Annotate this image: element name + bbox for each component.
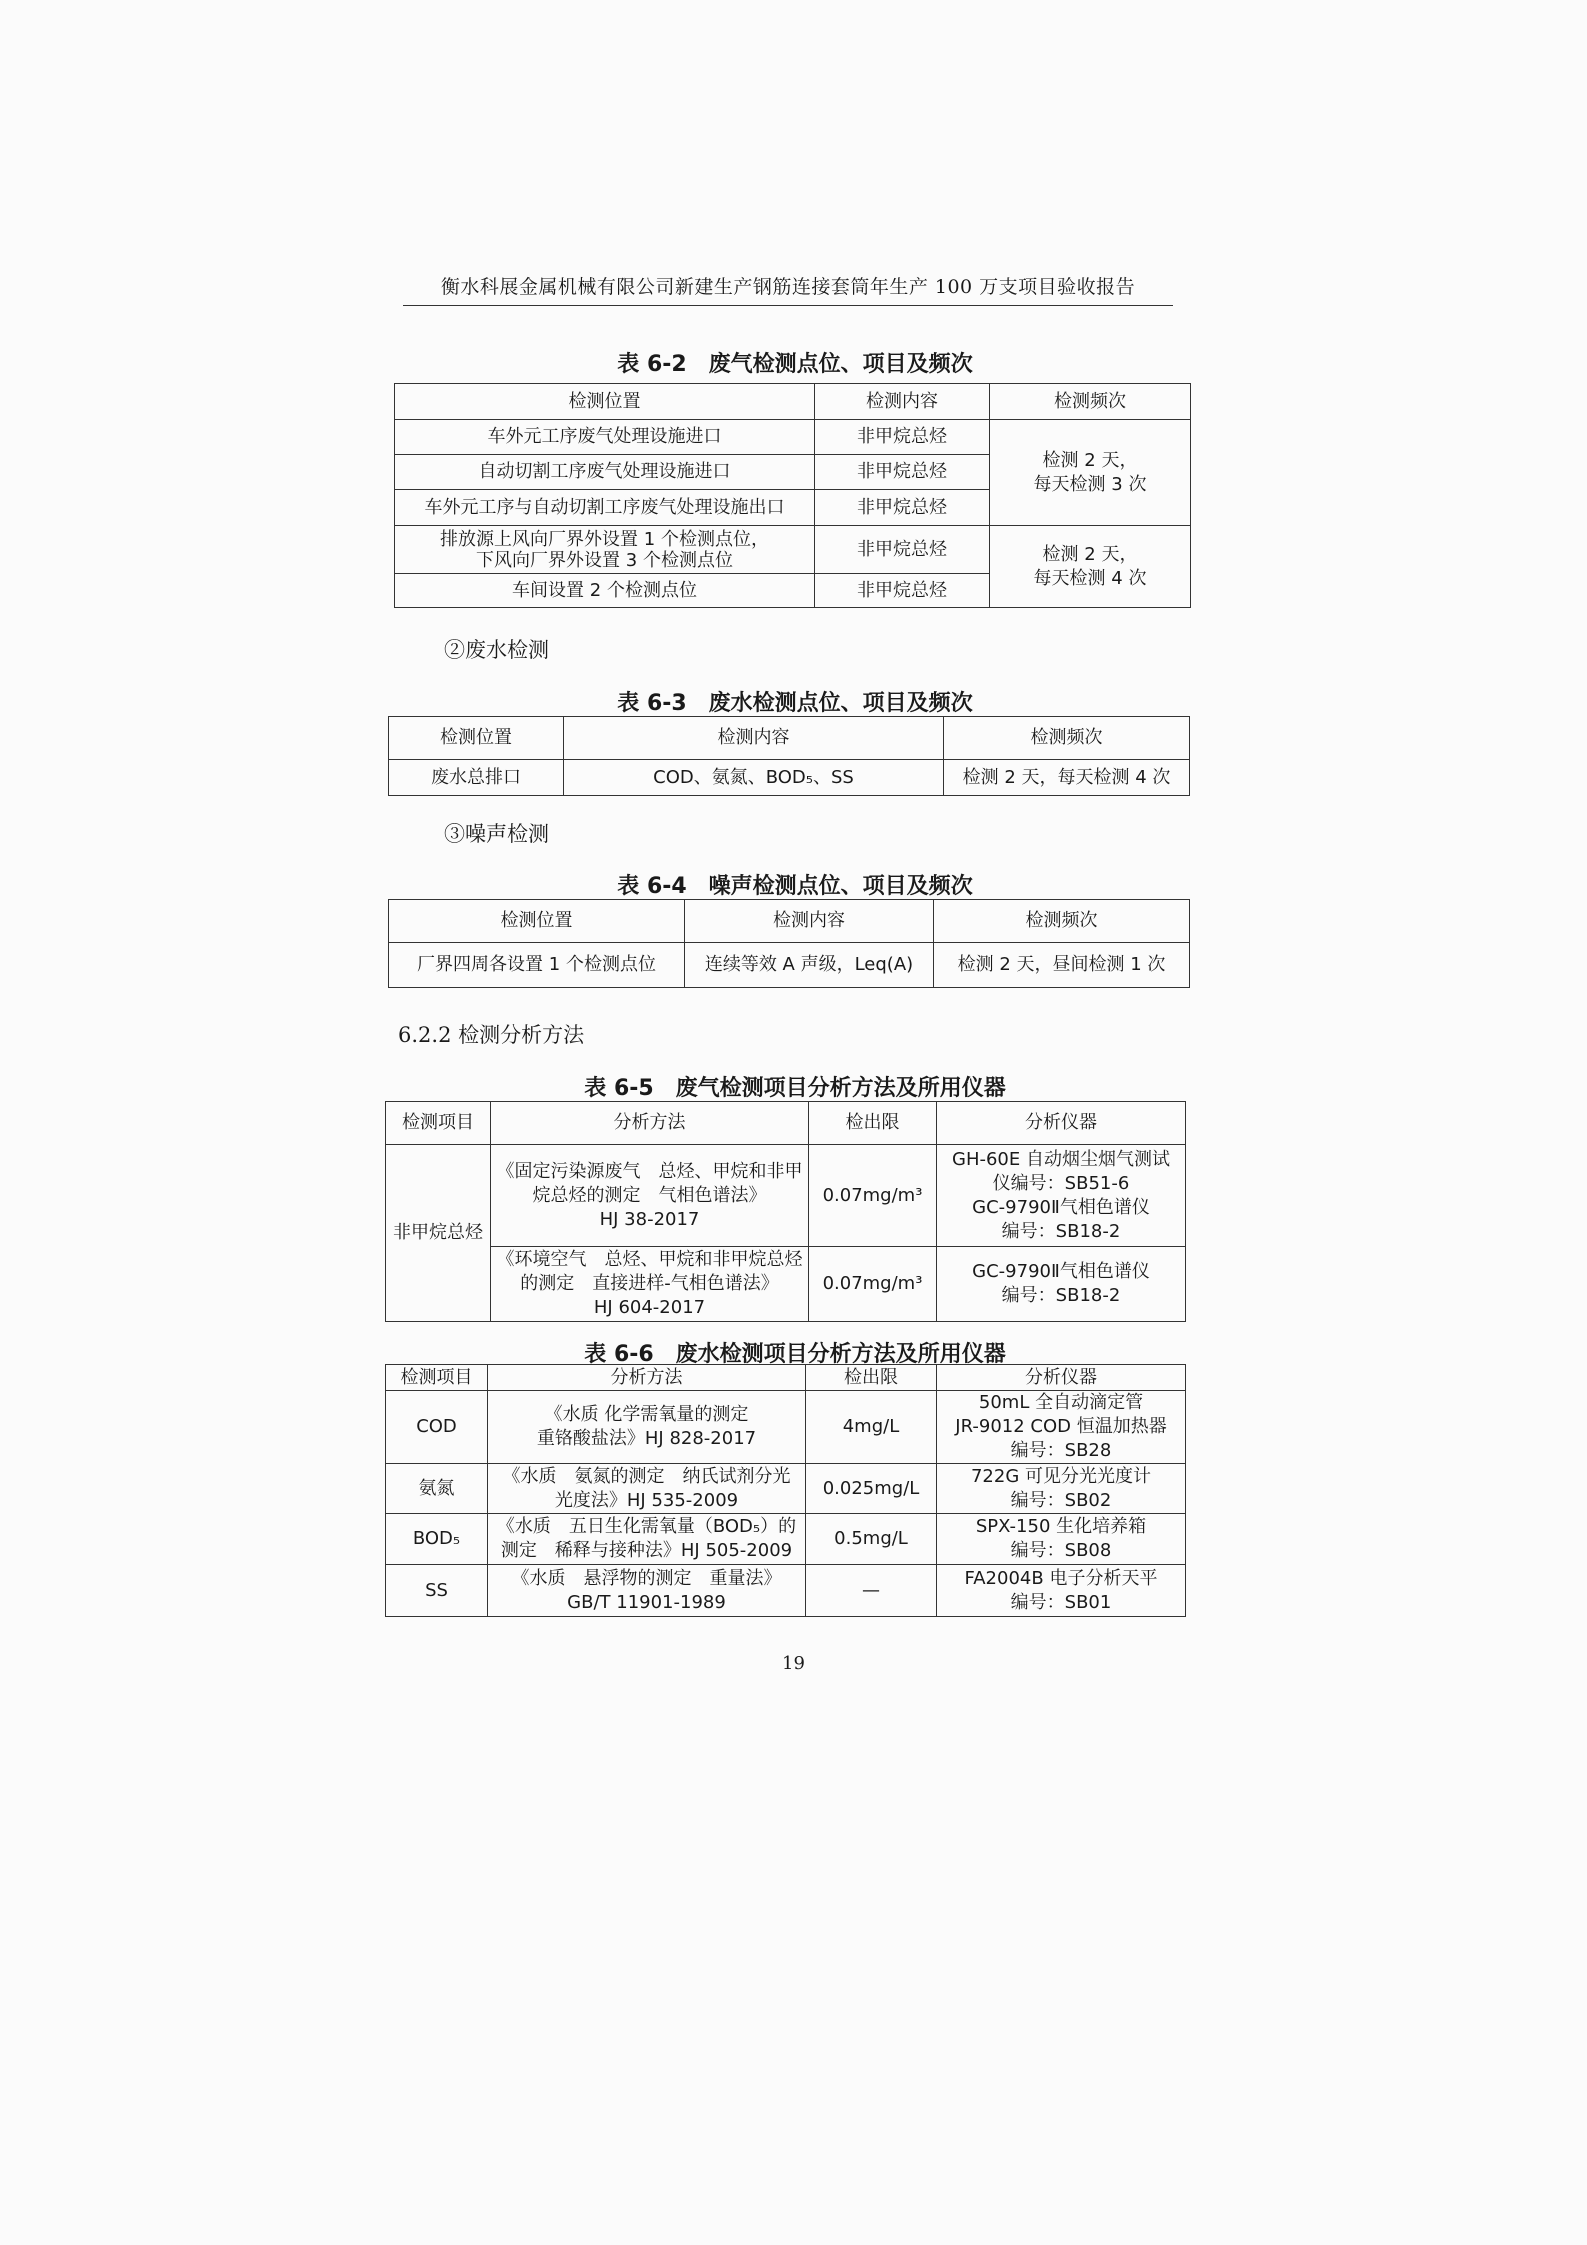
frequency-cell: 检测 2 天， 每天检测 3 次 xyxy=(990,420,1191,526)
content-cell: 连续等效 A 声级，Leq(A) xyxy=(685,943,934,988)
table-header-cell: 检测内容 xyxy=(564,717,944,760)
table-header-cell: 检测位置 xyxy=(395,384,815,420)
method-cell: 《水质 悬浮物的测定 重量法》 GB/T 11901-1989 xyxy=(488,1565,806,1617)
location-cell: 车外元工序与自动切割工序废气处理设施出口 xyxy=(395,490,815,526)
table-header-cell: 检测频次 xyxy=(944,717,1190,760)
content-cell: 非甲烷总烃 xyxy=(815,574,990,608)
table-header-cell: 检测位置 xyxy=(389,717,564,760)
method-cell: 《水质 五日生化需氧量（BOD₅）的 测定 稀释与接种法》HJ 505-2009 xyxy=(488,1514,806,1565)
limit-cell: 4mg/L xyxy=(806,1391,937,1464)
table-row xyxy=(386,1514,1186,1565)
table-header-cell: 检测频次 xyxy=(990,384,1191,420)
table-6-4 xyxy=(388,899,1190,988)
table-6-3 xyxy=(388,716,1190,796)
table-header-cell: 检出限 xyxy=(809,1102,937,1145)
table-6-4-caption: 表 6-4 噪声检测点位、项目及频次 xyxy=(617,874,973,899)
frequency-cell: 检测 2 天， 每天检测 4 次 xyxy=(990,526,1191,608)
content-cell: 非甲烷总烃 xyxy=(815,455,990,490)
section-method: 6.2.2 检测分析方法 xyxy=(398,1023,585,1047)
table-row xyxy=(395,420,1191,455)
table-6-5-caption: 表 6-5 废气检测项目分析方法及所用仪器 xyxy=(584,1076,1006,1101)
section-noise: ③噪声检测 xyxy=(444,822,549,846)
table-6-6-caption: 表 6-6 废水检测项目分析方法及所用仪器 xyxy=(584,1342,1006,1367)
instrument-cell: 722G 可见分光光度计 编号：SB02 xyxy=(937,1464,1186,1514)
limit-cell: 0.07mg/m³ xyxy=(809,1145,937,1247)
location-cell: 废水总排口 xyxy=(389,760,564,796)
page-header: 衡水科展金属机械有限公司新建生产钢筋连接套筒年生产 100 万支项目验收报告 xyxy=(440,276,1136,298)
instrument-cell: FA2004B 电子分析天平 编号：SB01 xyxy=(937,1565,1186,1617)
table-header-cell: 分析仪器 xyxy=(937,1102,1186,1145)
item-cell: COD xyxy=(386,1391,488,1464)
table-row xyxy=(386,1247,1186,1322)
content-cell: 非甲烷总烃 xyxy=(815,526,990,574)
table-row xyxy=(389,943,1190,988)
table-row xyxy=(386,1391,1186,1464)
header-rule xyxy=(403,305,1173,306)
table-6-6 xyxy=(385,1364,1186,1617)
table-row xyxy=(395,526,1191,574)
instrument-cell: GH-60E 自动烟尘烟气测试 仪编号：SB51-6 GC-9790Ⅱ气相色谱仪 编号：SB18-2 xyxy=(937,1145,1186,1247)
method-cell: 《环境空气 总烃、甲烷和非甲烷总烃 的测定 直接进样-气相色谱法》 HJ 604-2017 xyxy=(491,1247,809,1322)
method-cell: 《固定污染源废气 总烃、甲烷和非甲 烷总烃的测定 气相色谱法》 HJ 38-2017 xyxy=(491,1145,809,1247)
section-wastewater: ②废水检测 xyxy=(444,638,549,662)
content-cell: COD、氨氮、BOD₅、SS xyxy=(564,760,944,796)
item-cell: BOD₅ xyxy=(386,1514,488,1565)
table-header-cell: 分析方法 xyxy=(491,1102,809,1145)
frequency-cell: 检测 2 天，昼间检测 1 次 xyxy=(934,943,1190,988)
method-cell: 《水质 氨氮的测定 纳氏试剂分光 光度法》HJ 535-2009 xyxy=(488,1464,806,1514)
location-cell: 车间设置 2 个检测点位 xyxy=(395,574,815,608)
location-cell: 车外元工序废气处理设施进口 xyxy=(395,420,815,455)
location-cell: 厂界四周各设置 1 个检测点位 xyxy=(389,943,685,988)
table-header-cell: 检测内容 xyxy=(815,384,990,420)
instrument-cell: GC-9790Ⅱ气相色谱仪 编号：SB18-2 xyxy=(937,1247,1186,1322)
limit-cell: 0.5mg/L xyxy=(806,1514,937,1565)
frequency-cell: 检测 2 天，每天检测 4 次 xyxy=(944,760,1190,796)
table-header-cell: 分析方法 xyxy=(488,1365,806,1391)
page-number: 19 xyxy=(782,1653,805,1674)
limit-cell: 0.025mg/L xyxy=(806,1464,937,1514)
location-cell: 自动切割工序废气处理设施进口 xyxy=(395,455,815,490)
item-cell: 非甲烷总烃 xyxy=(386,1145,491,1322)
table-header-cell: 检测内容 xyxy=(685,900,934,943)
table-6-5 xyxy=(385,1101,1186,1322)
table-6-2 xyxy=(394,383,1191,608)
table-header-cell: 检测频次 xyxy=(934,900,1190,943)
table-row xyxy=(386,1464,1186,1514)
content-cell: 非甲烷总烃 xyxy=(815,490,990,526)
table-header-cell: 检测项目 xyxy=(386,1365,488,1391)
location-cell: 排放源上风向厂界外设置 1 个检测点位， 下风向厂界外设置 3 个检测点位 xyxy=(395,526,815,574)
limit-cell: — xyxy=(806,1565,937,1617)
limit-cell: 0.07mg/m³ xyxy=(809,1247,937,1322)
instrument-cell: 50mL 全自动滴定管 JR-9012 COD 恒温加热器 编号：SB28 xyxy=(937,1391,1186,1464)
table-row xyxy=(389,760,1190,796)
table-header-cell: 检测项目 xyxy=(386,1102,491,1145)
table-header-cell: 检测位置 xyxy=(389,900,685,943)
table-6-2-caption: 表 6-2 废气检测点位、项目及频次 xyxy=(617,352,973,377)
table-6-3-caption: 表 6-3 废水检测点位、项目及频次 xyxy=(617,691,973,716)
table-header-cell: 检出限 xyxy=(806,1365,937,1391)
table-header-cell: 分析仪器 xyxy=(937,1365,1186,1391)
table-row xyxy=(386,1565,1186,1617)
item-cell: SS xyxy=(386,1565,488,1617)
content-cell: 非甲烷总烃 xyxy=(815,420,990,455)
item-cell: 氨氮 xyxy=(386,1464,488,1514)
instrument-cell: SPX-150 生化培养箱 编号：SB08 xyxy=(937,1514,1186,1565)
method-cell: 《水质 化学需氧量的测定 重铬酸盐法》HJ 828-2017 xyxy=(488,1391,806,1464)
table-row xyxy=(386,1145,1186,1247)
